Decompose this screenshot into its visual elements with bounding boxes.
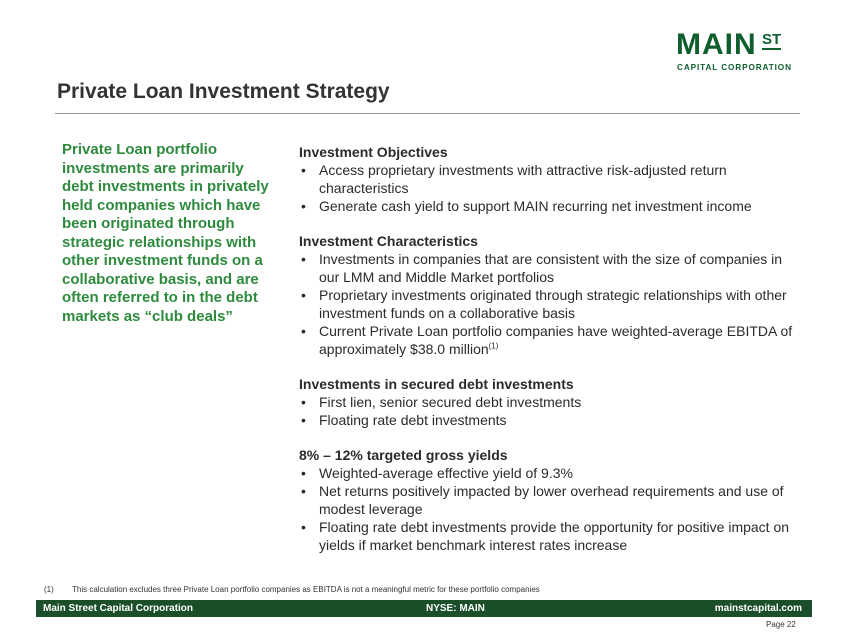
- bullet-item: • Generate cash yield to support MAIN recurring net investment income: [299, 197, 799, 215]
- bullet-item: • Access proprietary investments with attractive risk-adjusted return characteristics: [299, 161, 799, 197]
- footnote-number: (1): [44, 585, 54, 594]
- section-investment-characteristics: [299, 232, 799, 358]
- section-investment-objectives: [299, 143, 799, 215]
- bullet-item: • Net returns positively impacted by lower overhead requirements and use of modest leverage: [299, 482, 799, 518]
- bullet-list: [299, 161, 799, 215]
- footer-ticker: NYSE: MAIN: [426, 603, 485, 614]
- bullet-list: [299, 250, 799, 358]
- title-divider: [55, 113, 800, 114]
- section-heading: 8% – 12% targeted gross yields: [299, 447, 508, 463]
- footer-bar: [36, 600, 812, 617]
- bullet-list: [299, 393, 799, 429]
- footer-website: mainstcapital.com: [714, 603, 802, 614]
- logo-superscript: ST: [762, 31, 782, 48]
- section-secured-debt: [299, 375, 799, 429]
- main-content: [299, 143, 799, 571]
- page-number: Page 22: [766, 620, 796, 629]
- company-logo: [676, 30, 796, 74]
- bullet-item: • First lien, senior secured debt investments: [299, 393, 799, 411]
- bullet-item: • Floating rate debt investments provide the opportunity for positive impact on yields if market benchmark interest rates increase: [299, 518, 799, 554]
- logo-subtitle: CAPITAL CORPORATION: [677, 63, 792, 72]
- bullet-item: • Floating rate debt investments: [299, 411, 799, 429]
- bullet-item: [299, 322, 799, 358]
- bullet-item: • Investments in companies that are consistent with the size of companies in our LMM and Middle Market portfolios: [299, 250, 799, 286]
- logo-wordmark: MAIN: [676, 28, 757, 61]
- bullet-text: Current Private Loan portfolio companies have weighted-average EBITDA of approximately $38.0 million: [319, 323, 793, 357]
- bullet-list: [299, 464, 799, 554]
- section-targeted-yields: [299, 446, 799, 554]
- section-heading: Investment Objectives: [299, 144, 448, 160]
- section-heading: Investments in secured debt investments: [299, 376, 574, 392]
- section-heading: Investment Characteristics: [299, 233, 478, 249]
- footnote-reference: (1): [488, 341, 499, 351]
- page-title: Private Loan Investment Strategy: [57, 80, 390, 103]
- bullet-item: • Proprietary investments originated through strategic relationships with other investment funds on a collaborative basis: [299, 286, 799, 322]
- sidebar-summary: Private Loan portfolio investments are primarily debt investments in privately held companies which have been originated through strategic relationships with other investment funds on a collaborative basis, and are often referred to in the debt markets as “club deals”: [62, 141, 269, 325]
- footnote-text: This calculation excludes three Private Loan portfolio companies as EBITDA is not a meaningful metric for these portfolio companies: [72, 585, 540, 594]
- bullet-item: • Weighted-average effective yield of 9.3%: [299, 464, 799, 482]
- footnote: [44, 585, 540, 594]
- footer-company-name: Main Street Capital Corporation: [43, 603, 194, 614]
